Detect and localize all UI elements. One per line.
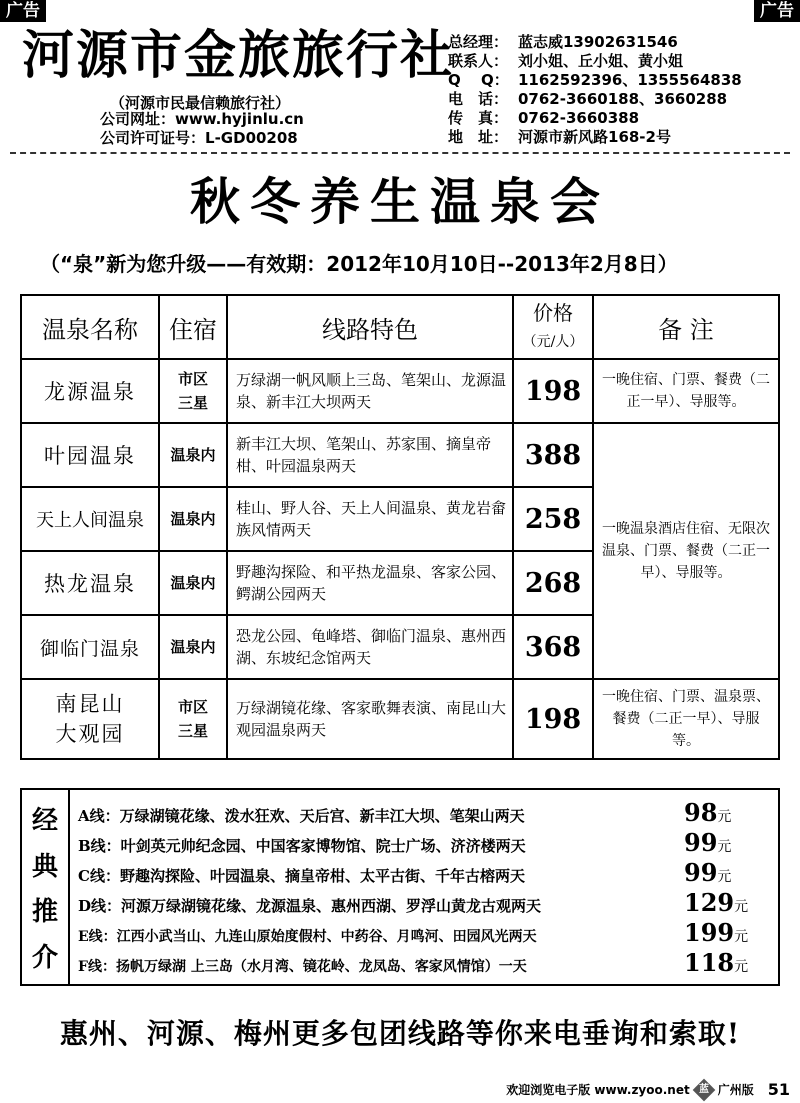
agency-name: 河源市金旅旅行社 xyxy=(22,26,455,86)
contact-row: 电 话： 0762-3660188、3660288 xyxy=(448,90,728,108)
page-title: 秋冬养生温泉会 xyxy=(190,172,610,231)
route-desc: 野趣沟探险、和平热龙温泉、客家公园、鳄湖公园两天 xyxy=(227,551,513,615)
contact-row: 联系人： 刘小姐、丘小姐、黄小姐 xyxy=(448,52,684,70)
spring-name: 龙源温泉 xyxy=(21,359,159,423)
stay-type: 温泉内 xyxy=(159,551,227,615)
price: 388 xyxy=(513,423,593,487)
contact-row: 地 址： 河源市新风路168-2号 xyxy=(448,128,671,146)
note: 一晚温泉酒店住宿、无限次温泉、门票、餐费（二正一早）、导服等。 xyxy=(593,423,779,679)
license-number: L-GD00208 xyxy=(205,129,298,147)
header-price: 价格 （元/人） xyxy=(513,295,593,359)
note: 一晚住宿、门票、餐费（二正一早）、导服等。 xyxy=(593,359,779,423)
classic-route-list xyxy=(78,798,772,978)
list-item: F线：扬帆万绿湖 上三岛（水月湾、镜花岭、龙凤岛、客家风情馆）一天 118元 xyxy=(78,948,749,977)
hot-spring-table xyxy=(20,294,780,760)
price: 258 xyxy=(513,487,593,551)
contact-row: 总经理： 蓝志威13902631546 xyxy=(448,33,678,51)
welcome-text: 欢迎浏览电子版 www.zyoo.net xyxy=(506,1083,690,1097)
table-row xyxy=(21,679,779,759)
spring-name: 御临门温泉 xyxy=(21,615,159,679)
price: 198 xyxy=(513,359,593,423)
page-footer xyxy=(506,1080,790,1099)
price: 268 xyxy=(513,551,593,615)
edition-name: 广州版 xyxy=(717,1083,754,1097)
agency-slogan: （河源市民最信赖旅行社） xyxy=(110,94,291,112)
spring-name: 天上人间温泉 xyxy=(21,487,159,551)
spring-name: 南昆山 大观园 xyxy=(21,679,159,759)
list-item: B线：叶剑英元帅纪念园、中国客家博物馆、院士广场、济济楼两天 99元 xyxy=(78,828,732,857)
list-item: A线：万绿湖镜花缘、泼水狂欢、天后宫、新丰江大坝、笔架山两天 98元 xyxy=(78,798,732,827)
spring-name: 叶园温泉 xyxy=(21,423,159,487)
contact-row: Q Q： 1162592396、1355564838 xyxy=(448,71,742,89)
table-row xyxy=(21,359,779,423)
ad-tag-left: 广告 xyxy=(0,0,46,22)
classic-label: 经 典 推 介 xyxy=(22,790,70,984)
stay-type: 市区 三星 xyxy=(159,359,227,423)
table-row xyxy=(21,423,779,487)
website-label: 公司网址： xyxy=(100,110,176,128)
website-link[interactable]: www.hyjinlu.cn xyxy=(175,110,304,128)
edition-badge-icon: 蓝 xyxy=(692,1078,715,1101)
table-header-row xyxy=(21,295,779,359)
dashed-divider xyxy=(10,152,790,154)
spring-name: 热龙温泉 xyxy=(21,551,159,615)
ad-tag-right: 广告 xyxy=(754,0,800,22)
agency-website-block xyxy=(100,110,304,148)
stay-type: 市区 三星 xyxy=(159,679,227,759)
route-desc: 新丰江大坝、笔架山、苏家围、摘皇帝柑、叶园温泉两天 xyxy=(227,423,513,487)
header-stay: 住宿 xyxy=(159,295,227,359)
license-label: 公司许可证号： xyxy=(100,129,206,147)
stay-type: 温泉内 xyxy=(159,487,227,551)
stay-type: 温泉内 xyxy=(159,615,227,679)
list-item: D线：河源万绿湖镜花缘、龙源温泉、惠州西湖、罗浮山黄龙古观两天 129元 xyxy=(78,888,749,917)
validity-subtitle: （“泉”新为您升级——有效期：2012年10月10日--2013年2月8日） xyxy=(40,252,678,276)
footer-callout: 惠州、河源、梅州更多包团线路等你来电垂询和索取! xyxy=(59,1017,741,1050)
route-desc: 恐龙公园、龟峰塔、御临门温泉、惠州西湖、东坡纪念馆两天 xyxy=(227,615,513,679)
contact-list xyxy=(448,33,742,147)
price: 198 xyxy=(513,679,593,759)
classic-routes-box xyxy=(20,788,780,986)
page-number: 51 xyxy=(767,1080,790,1099)
route-desc: 万绿湖镜花缘、客家歌舞表演、南昆山大观园温泉两天 xyxy=(227,679,513,759)
note: 一晚住宿、门票、温泉票、餐费（二正一早）、导服等。 xyxy=(593,679,779,759)
header-name: 温泉名称 xyxy=(21,295,159,359)
list-item: E线：江西小武当山、九连山原始度假村、中药谷、月鸣河、田园风光两天 199元 xyxy=(78,918,749,947)
price: 368 xyxy=(513,615,593,679)
header-route: 线路特色 xyxy=(227,295,513,359)
stay-type: 温泉内 xyxy=(159,423,227,487)
contact-row: 传 真： 0762-3660388 xyxy=(448,109,640,127)
route-desc: 桂山、野人谷、天上人间温泉、黄龙岩畲族风情两天 xyxy=(227,487,513,551)
route-desc: 万绿湖一帆风顺上三岛、笔架山、龙源温泉、新丰江大坝两天 xyxy=(227,359,513,423)
header-note: 备 注 xyxy=(593,295,779,359)
list-item: C线：野趣沟探险、叶园温泉、摘皇帝柑、太平古街、千年古榕两天 99元 xyxy=(78,858,732,887)
